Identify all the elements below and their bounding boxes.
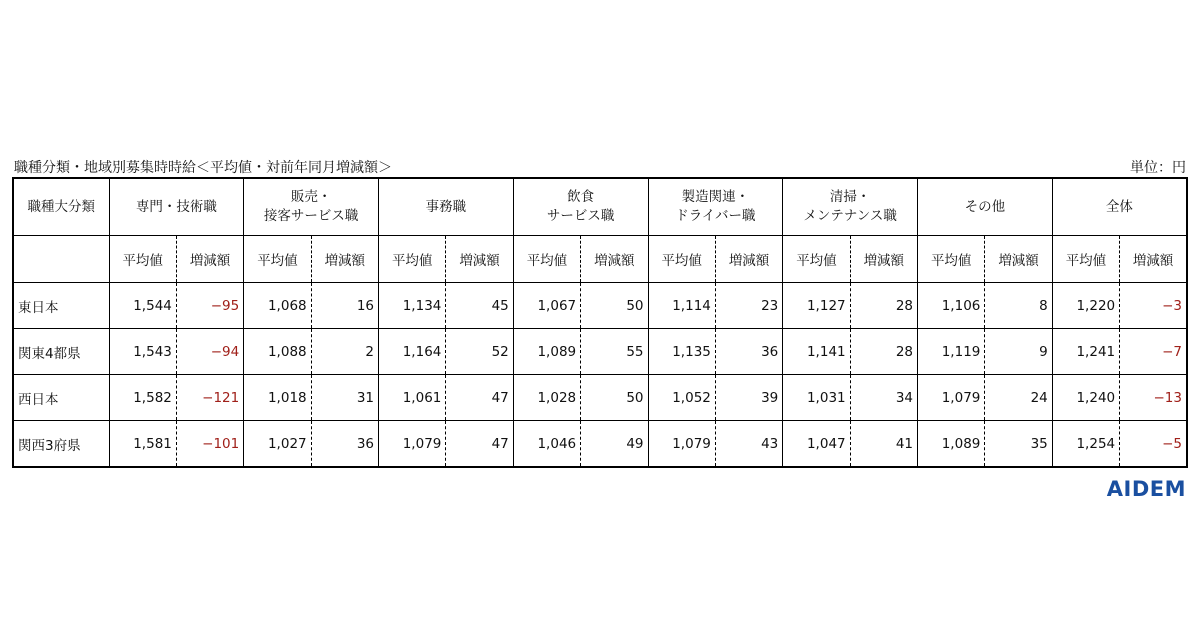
category-header: 販売・ 接客サービス職 bbox=[244, 178, 379, 236]
chg-cell: 49 bbox=[581, 421, 648, 468]
avg-header: 平均値 bbox=[918, 236, 985, 283]
region-label: 関東4都県 bbox=[13, 329, 109, 375]
chg-cell: 43 bbox=[715, 421, 782, 468]
chg-cell: 41 bbox=[850, 421, 917, 468]
avg-cell: 1,068 bbox=[244, 283, 311, 329]
avg-cell: 1,164 bbox=[379, 329, 446, 375]
avg-cell: 1,135 bbox=[648, 329, 715, 375]
corner-header: 職種大分類 bbox=[13, 178, 109, 236]
chg-cell: 16 bbox=[311, 283, 378, 329]
chg-cell: 45 bbox=[446, 283, 513, 329]
category-header: 専門・技術職 bbox=[109, 178, 244, 236]
chg-header: 増減額 bbox=[581, 236, 648, 283]
chg-cell: 47 bbox=[446, 375, 513, 421]
region-label: 西日本 bbox=[13, 375, 109, 421]
chg-cell: −101 bbox=[176, 421, 243, 468]
avg-header: 平均値 bbox=[379, 236, 446, 283]
chg-cell: 52 bbox=[446, 329, 513, 375]
chg-cell: −95 bbox=[176, 283, 243, 329]
chg-header: 増減額 bbox=[715, 236, 782, 283]
avg-cell: 1,141 bbox=[783, 329, 850, 375]
avg-cell: 1,061 bbox=[379, 375, 446, 421]
table-row bbox=[13, 421, 1187, 468]
category-header: その他 bbox=[918, 178, 1053, 236]
avg-cell: 1,543 bbox=[109, 329, 176, 375]
table-title: 職種分類・地域別募集時時給＜平均値・対前年同月増減額＞ bbox=[14, 160, 392, 176]
empty-cell bbox=[13, 236, 109, 283]
avg-cell: 1,220 bbox=[1052, 283, 1119, 329]
chg-cell: 8 bbox=[985, 283, 1052, 329]
chg-cell: 35 bbox=[985, 421, 1052, 468]
chg-cell: 28 bbox=[850, 283, 917, 329]
avg-header: 平均値 bbox=[109, 236, 176, 283]
avg-cell: 1,079 bbox=[918, 375, 985, 421]
chg-cell: 24 bbox=[985, 375, 1052, 421]
avg-cell: 1,046 bbox=[513, 421, 580, 468]
table-row bbox=[13, 283, 1187, 329]
avg-cell: 1,047 bbox=[783, 421, 850, 468]
table-row bbox=[13, 375, 1187, 421]
avg-cell: 1,544 bbox=[109, 283, 176, 329]
avg-header: 平均値 bbox=[783, 236, 850, 283]
avg-cell: 1,028 bbox=[513, 375, 580, 421]
region-label: 東日本 bbox=[13, 283, 109, 329]
avg-header: 平均値 bbox=[513, 236, 580, 283]
chg-cell: −3 bbox=[1120, 283, 1187, 329]
subheader-row bbox=[13, 236, 1187, 283]
avg-cell: 1,031 bbox=[783, 375, 850, 421]
chg-cell: 31 bbox=[311, 375, 378, 421]
chg-header: 増減額 bbox=[311, 236, 378, 283]
chg-cell: 36 bbox=[715, 329, 782, 375]
aidem-logo: AIDEM bbox=[1106, 477, 1186, 501]
avg-cell: 1,241 bbox=[1052, 329, 1119, 375]
chg-header: 増減額 bbox=[985, 236, 1052, 283]
region-label: 関西3府県 bbox=[13, 421, 109, 468]
chg-header: 増減額 bbox=[1120, 236, 1187, 283]
chg-cell: 23 bbox=[715, 283, 782, 329]
avg-cell: 1,052 bbox=[648, 375, 715, 421]
chg-cell: 2 bbox=[311, 329, 378, 375]
chg-cell: 50 bbox=[581, 283, 648, 329]
avg-cell: 1,079 bbox=[379, 421, 446, 468]
avg-cell: 1,088 bbox=[244, 329, 311, 375]
avg-header: 平均値 bbox=[648, 236, 715, 283]
chg-cell: 28 bbox=[850, 329, 917, 375]
avg-cell: 1,106 bbox=[918, 283, 985, 329]
avg-cell: 1,119 bbox=[918, 329, 985, 375]
avg-cell: 1,240 bbox=[1052, 375, 1119, 421]
chg-cell: −7 bbox=[1120, 329, 1187, 375]
avg-cell: 1,582 bbox=[109, 375, 176, 421]
category-header: 全体 bbox=[1052, 178, 1187, 236]
category-header: 飲食 サービス職 bbox=[513, 178, 648, 236]
unit-label: 単位：円 bbox=[1130, 160, 1186, 176]
chg-cell: −13 bbox=[1120, 375, 1187, 421]
category-header: 清掃・ メンテナンス職 bbox=[783, 178, 918, 236]
category-header: 事務職 bbox=[379, 178, 514, 236]
chg-cell: 9 bbox=[985, 329, 1052, 375]
chg-cell: −94 bbox=[176, 329, 243, 375]
wage-table bbox=[12, 177, 1188, 468]
avg-cell: 1,134 bbox=[379, 283, 446, 329]
avg-cell: 1,114 bbox=[648, 283, 715, 329]
avg-cell: 1,254 bbox=[1052, 421, 1119, 468]
avg-cell: 1,079 bbox=[648, 421, 715, 468]
avg-cell: 1,018 bbox=[244, 375, 311, 421]
avg-cell: 1,089 bbox=[513, 329, 580, 375]
chg-header: 増減額 bbox=[176, 236, 243, 283]
avg-cell: 1,089 bbox=[918, 421, 985, 468]
avg-cell: 1,027 bbox=[244, 421, 311, 468]
chg-cell: 47 bbox=[446, 421, 513, 468]
category-header: 製造関連・ ドライバー職 bbox=[648, 178, 783, 236]
avg-header: 平均値 bbox=[244, 236, 311, 283]
avg-cell: 1,581 bbox=[109, 421, 176, 468]
chg-cell: 39 bbox=[715, 375, 782, 421]
avg-cell: 1,067 bbox=[513, 283, 580, 329]
avg-header: 平均値 bbox=[1052, 236, 1119, 283]
table-row bbox=[13, 329, 1187, 375]
category-header-row bbox=[13, 178, 1187, 236]
chg-header: 増減額 bbox=[850, 236, 917, 283]
chg-cell: 50 bbox=[581, 375, 648, 421]
chg-cell: 34 bbox=[850, 375, 917, 421]
chg-cell: 36 bbox=[311, 421, 378, 468]
chg-cell: −5 bbox=[1120, 421, 1187, 468]
avg-cell: 1,127 bbox=[783, 283, 850, 329]
chg-header: 増減額 bbox=[446, 236, 513, 283]
chg-cell: 55 bbox=[581, 329, 648, 375]
chg-cell: −121 bbox=[176, 375, 243, 421]
